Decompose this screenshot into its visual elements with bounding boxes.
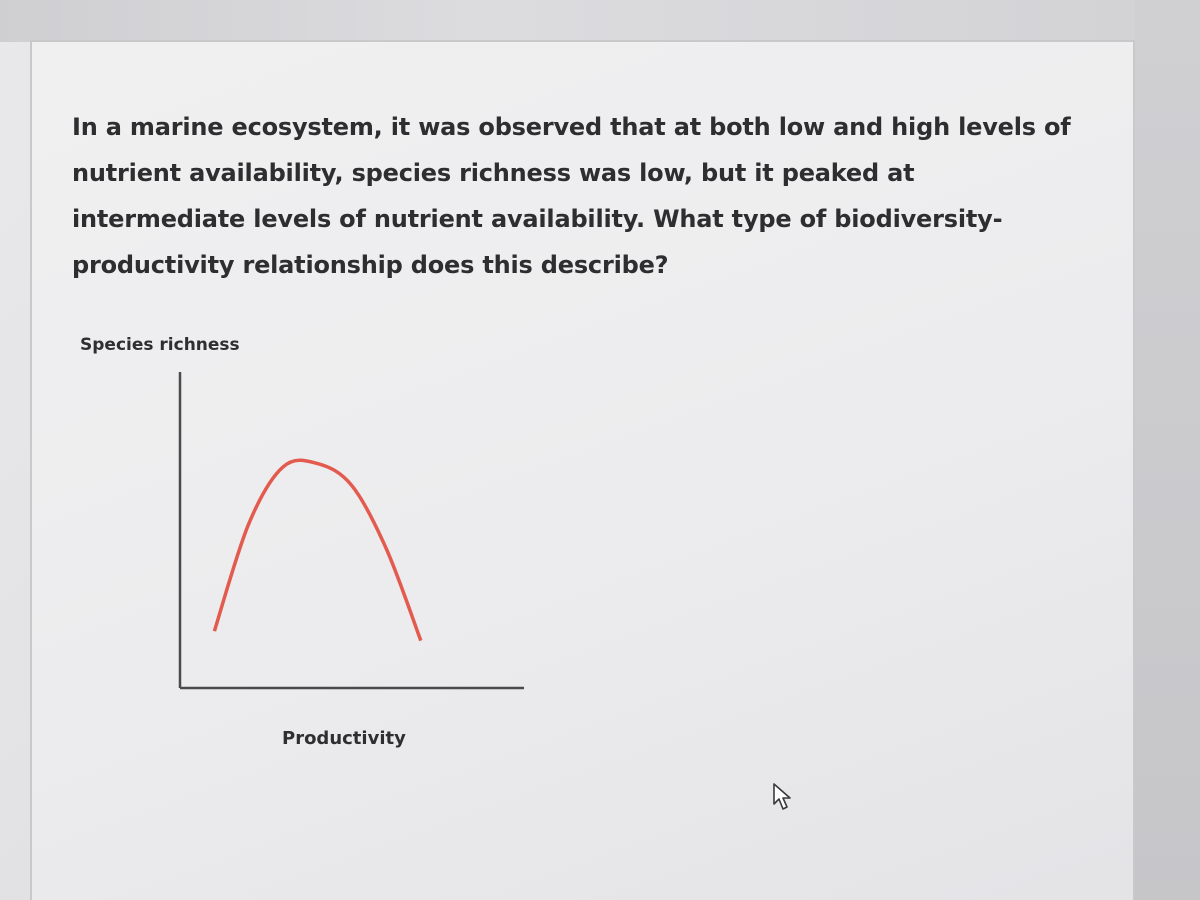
right-panel-edge [1135, 0, 1200, 900]
chart-container [72, 322, 592, 762]
mouse-pointer-icon [770, 782, 796, 812]
series-line-0 [214, 460, 420, 640]
question-text: In a marine ecosystem, it was observed that at both low and high levels of nutrient availability, species richness was low, but it peaked at intermediate levels of nutrient availability. What type of biodiversity-productivity relationship does this describe? [72, 113, 1071, 279]
y-axis-title: Species richness [80, 335, 240, 355]
chart-svg [72, 322, 592, 762]
question-card [30, 40, 1135, 900]
top-band [0, 0, 1200, 42]
series-layer [214, 460, 420, 640]
x-axis-title: Productivity [282, 728, 406, 749]
